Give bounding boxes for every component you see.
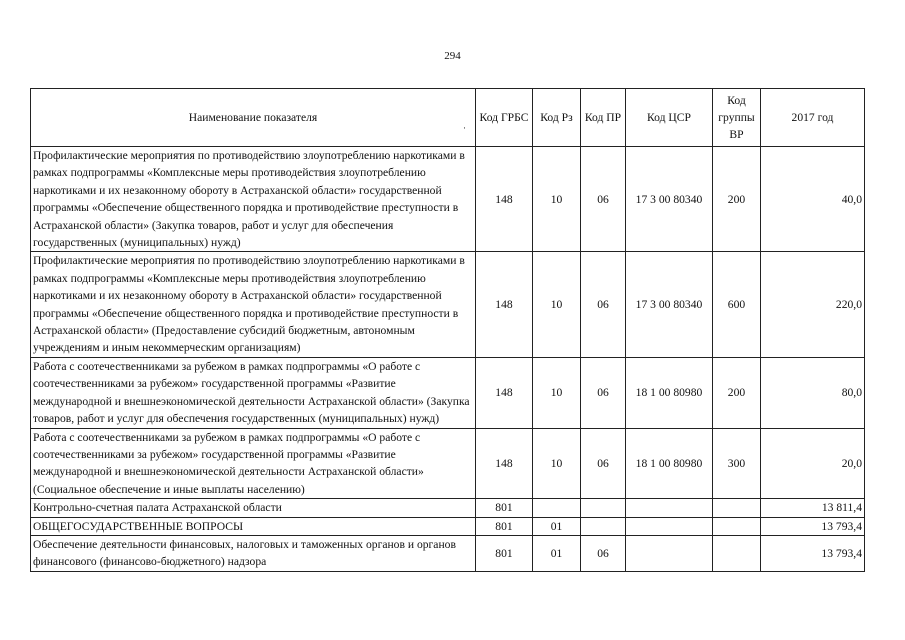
header-mark: ·: [463, 123, 466, 133]
row-rz: 10: [533, 147, 581, 252]
row-rz: 01: [533, 517, 581, 535]
row-name: ОБЩЕГОСУДАРСТВЕННЫЕ ВОПРОСЫ: [31, 517, 476, 535]
row-pr: 06: [581, 252, 626, 357]
row-pr: 06: [581, 357, 626, 428]
table-row: [31, 535, 865, 571]
row-name: Профилактические мероприятия по противодействию злоупотреблению наркотиками в рамках подпрограммы «Комплексные меры противодействия злоупотреблению наркотиками и их незаконному обороту в Астраханской области» государственной программы «Обеспечение общественного порядка и противодействие преступности в Астраханской области» (Закупка товаров, работ и услуг для обеспечения государственных (муниципальных) нужд): [31, 147, 476, 252]
row-rz: 10: [533, 357, 581, 428]
row-grbs: 148: [476, 357, 533, 428]
table-row: [31, 499, 865, 517]
page-number: 294: [444, 50, 461, 62]
table-row: [31, 147, 865, 252]
table-row: [31, 357, 865, 428]
row-name: Обеспечение деятельности финансовых, налоговых и таможенных органов и органов финансового (финансово-бюджетного) надзора: [31, 535, 476, 571]
row-grbs: 801: [476, 517, 533, 535]
row-csr: 17 3 00 80340: [626, 252, 713, 357]
row-amount: 13 793,4: [761, 535, 865, 571]
table-row: [31, 252, 865, 357]
budget-table: [30, 88, 865, 572]
table-row: [31, 428, 865, 499]
row-pr: 06: [581, 535, 626, 571]
header-name-label: Наименование показателя: [188, 111, 318, 124]
row-amount: 220,0: [761, 252, 865, 357]
row-name: Профилактические мероприятия по противодействию злоупотреблению наркотиками в рамках подпрограммы «Комплексные меры противодействия злоупотреблению наркотиками и их незаконному обороту в Астраханской области» государственной программы «Обеспечение общественного порядка и противодействие преступности в Астраханской области» (Предоставление субсидий бюджетным, автономным учреждениям и иным некоммерческим организациям): [31, 252, 476, 357]
row-grbs: 801: [476, 535, 533, 571]
row-grbs: 148: [476, 428, 533, 499]
row-pr: 06: [581, 428, 626, 499]
row-name: Работа с соотечественниками за рубежом в рамках подпрограммы «О работе с соотечественниками за рубежом» государственной программы «Развитие международной и внешнеэкономической деятельности Астраханской области» (Социальное обеспечение и иные выплаты населению): [31, 428, 476, 499]
header-year: 2017 год: [761, 89, 865, 147]
header-rz: Код Рз: [533, 89, 581, 147]
row-vr: [713, 499, 761, 517]
header-vr: Код группы ВР: [713, 89, 761, 147]
row-vr: 200: [713, 147, 761, 252]
row-vr: [713, 517, 761, 535]
header-csr: Код ЦСР: [626, 89, 713, 147]
row-csr: 17 3 00 80340: [626, 147, 713, 252]
row-pr: [581, 499, 626, 517]
row-rz: [533, 499, 581, 517]
row-csr: 18 1 00 80980: [626, 357, 713, 428]
row-vr: 600: [713, 252, 761, 357]
row-grbs: 801: [476, 499, 533, 517]
table-row: [31, 517, 865, 535]
row-vr: [713, 535, 761, 571]
header-pr: Код ПР: [581, 89, 626, 147]
row-rz: 10: [533, 252, 581, 357]
row-csr: [626, 535, 713, 571]
table-header-row: [31, 89, 865, 147]
row-amount: 13 793,4: [761, 517, 865, 535]
row-grbs: 148: [476, 147, 533, 252]
row-csr: 18 1 00 80980: [626, 428, 713, 499]
row-amount: 80,0: [761, 357, 865, 428]
row-rz: 01: [533, 535, 581, 571]
header-name: [31, 89, 476, 147]
row-csr: [626, 499, 713, 517]
row-amount: 40,0: [761, 147, 865, 252]
row-amount: 13 811,4: [761, 499, 865, 517]
row-csr: [626, 517, 713, 535]
row-pr: [581, 517, 626, 535]
row-name: Работа с соотечественниками за рубежом в рамках подпрограммы «О работе с соотечественниками за рубежом» государственной программы «Развитие международной и внешнеэкономической деятельности Астраханской области» (Закупка товаров, работ и услуг для обеспечения государственных (муниципальных) нужд): [31, 357, 476, 428]
row-amount: 20,0: [761, 428, 865, 499]
row-vr: 300: [713, 428, 761, 499]
row-rz: 10: [533, 428, 581, 499]
row-vr: 200: [713, 357, 761, 428]
header-grbs: Код ГРБС: [476, 89, 533, 147]
row-grbs: 148: [476, 252, 533, 357]
row-pr: 06: [581, 147, 626, 252]
row-name: Контрольно-счетная палата Астраханской области: [31, 499, 476, 517]
